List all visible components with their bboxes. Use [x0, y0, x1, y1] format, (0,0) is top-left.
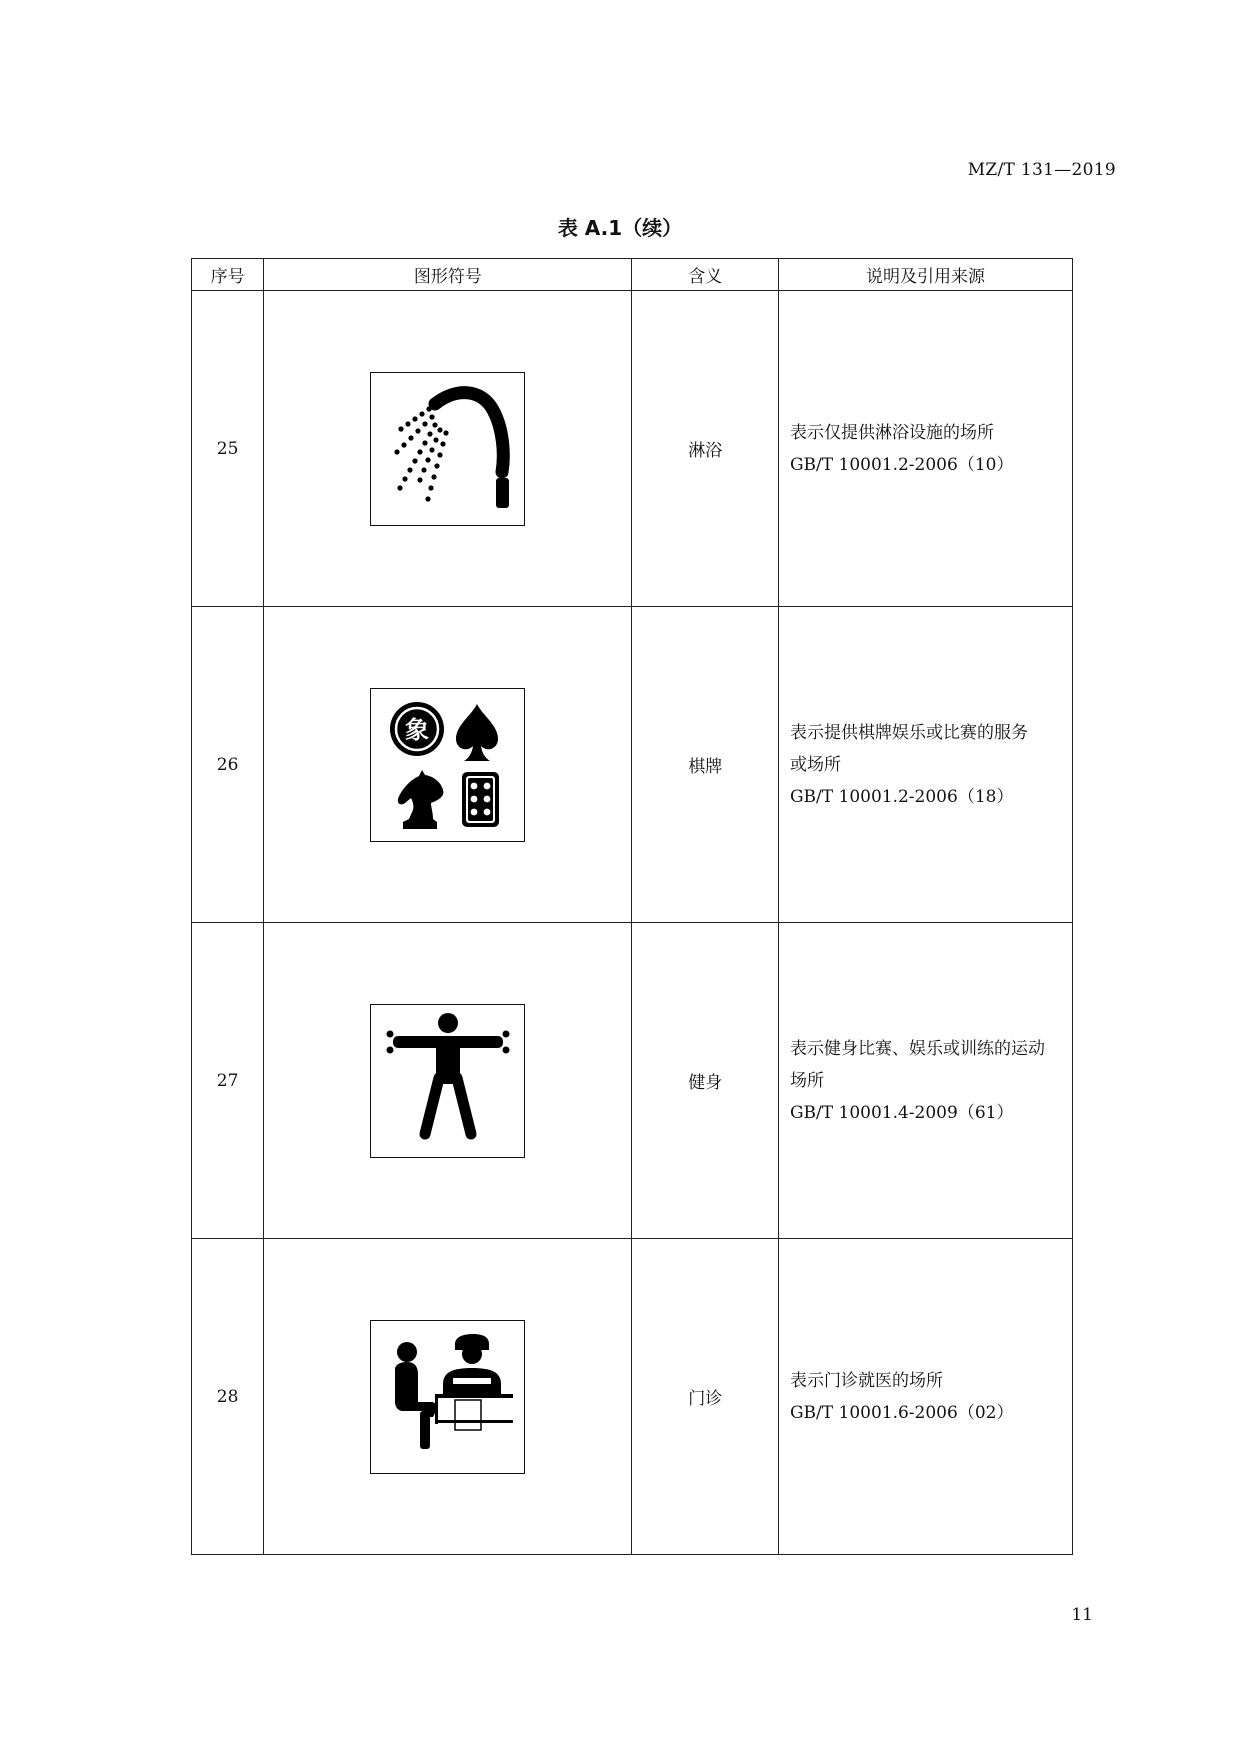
description-line: 场所	[789, 1070, 824, 1091]
column-header-description: 说明及引用来源	[778, 259, 1072, 291]
description-cell	[778, 923, 1072, 1239]
source-reference: GB/T 10001.2-2006（10）	[789, 454, 1014, 475]
symbol-cell	[264, 607, 632, 923]
chess-cards-icon	[370, 688, 525, 842]
source-reference: GB/T 10001.2-2006（18）	[789, 786, 1014, 807]
row-number: 27	[192, 923, 264, 1239]
table-row	[192, 291, 1073, 607]
shower-icon	[370, 372, 525, 526]
meaning-cell: 健身	[632, 923, 778, 1239]
table-header-row	[192, 259, 1073, 291]
symbol-table	[191, 258, 1073, 1555]
description-line: 表示门诊就医的场所	[789, 1370, 943, 1391]
description-line: 表示健身比赛、娱乐或训练的运动	[789, 1038, 1045, 1059]
symbol-cell	[264, 923, 632, 1239]
table-title: 表 A.1（续）	[557, 216, 683, 240]
table-row	[192, 923, 1073, 1239]
column-header-meaning: 含义	[632, 259, 778, 291]
description-cell	[778, 607, 1072, 923]
meaning-cell: 淋浴	[632, 291, 778, 607]
symbol-cell	[264, 291, 632, 607]
page-number: 11	[1071, 1605, 1093, 1625]
source-reference: GB/T 10001.6-2006（02）	[789, 1402, 1014, 1423]
table-row	[192, 1239, 1073, 1555]
outpatient-icon	[370, 1320, 525, 1474]
column-header-symbol: 图形符号	[264, 259, 632, 291]
table-row	[192, 607, 1073, 923]
description-line: 或场所	[789, 754, 841, 775]
meaning-cell: 门诊	[632, 1239, 778, 1555]
description-cell	[778, 1239, 1072, 1555]
symbol-cell	[264, 1239, 632, 1555]
description-cell	[778, 291, 1072, 607]
fitness-icon	[370, 1004, 525, 1158]
row-number: 25	[192, 291, 264, 607]
description-line: 表示提供棋牌娱乐或比赛的服务	[789, 722, 1028, 743]
chess-piece-glyph: 象	[404, 715, 429, 744]
source-reference: GB/T 10001.4-2009（61）	[789, 1102, 1014, 1123]
description-line: 表示仅提供淋浴设施的场所	[789, 422, 994, 443]
meaning-cell: 棋牌	[632, 607, 778, 923]
row-number: 28	[192, 1239, 264, 1555]
standard-code: MZ/T 131—2019	[967, 160, 1116, 180]
column-header-number: 序号	[192, 259, 264, 291]
row-number: 26	[192, 607, 264, 923]
